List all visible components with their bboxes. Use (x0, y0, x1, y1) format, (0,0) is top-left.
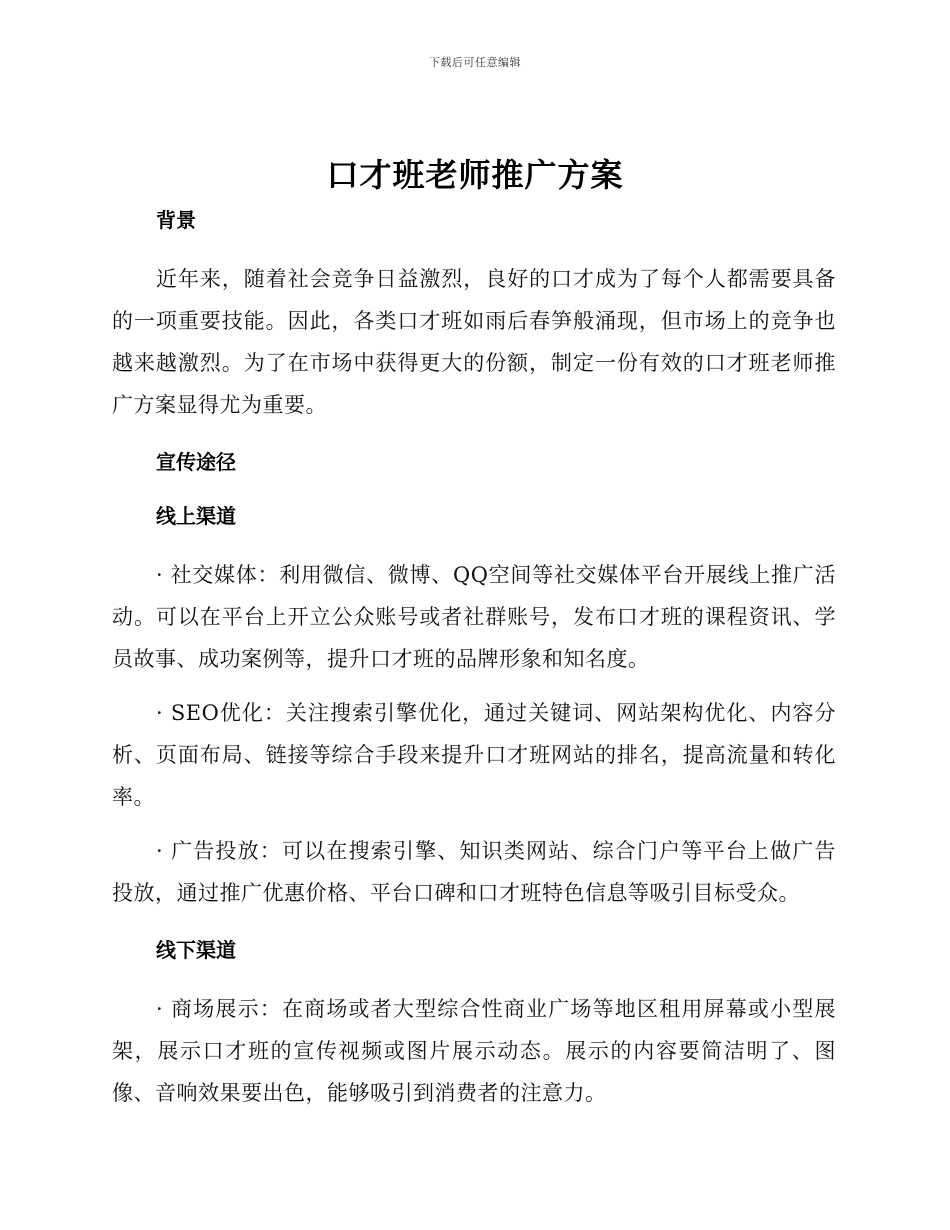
paragraph-seo: · SEO优化：关注搜索引擎优化，通过关键词、网站架构优化、内容分析、页面布局、链接等综合手段来提升口才班网站的排名，提高流量和转化率。 (112, 701, 836, 809)
paragraph-mall-display: · 商场展示：在商场或者大型综合性商业广场等地区租用屏幕或小型展架，展示口才班的宣传视频或图片展示动态。展示的内容要简洁明了、图像、音响效果要出色，能够吸引到消费者的注意力。 (112, 997, 836, 1105)
document-body (112, 204, 836, 1126)
paragraph-background: 近年来，随着社会竞争日益激烈，良好的口才成为了每个人都需要具备的一项重要技能。因此，各类口才班如雨后春笋般涌现，但市场上的竞争也越来越激烈。为了在市场中获得更大的份额，制定一份有效的口才班老师推广方案显得尤为重要。 (112, 267, 836, 417)
paragraph-social-media: · 社交媒体：利用微信、微博、QQ空间等社交媒体平台开展线上推广活动。可以在平台上开立公众账号或者社群账号，发布口才班的课程资讯、学员故事、成功案例等，提升口才班的品牌形象和知名度。 (112, 563, 836, 671)
subheading-online: 线上渠道 (156, 504, 236, 528)
paragraph-ads: · 广告投放：可以在搜索引擎、知识类网站、综合门户等平台上做广告投放，通过推广优惠价格、平台口碑和口才班特色信息等吸引目标受众。 (112, 839, 836, 905)
section-heading-background: 背景 (156, 208, 196, 232)
document-title: 口才班老师推广方案 (326, 156, 624, 194)
section-heading-promotion: 宣传途径 (156, 450, 236, 474)
header-note: 下载后可任意编辑 (429, 56, 521, 69)
subheading-offline: 线下渠道 (156, 938, 236, 962)
